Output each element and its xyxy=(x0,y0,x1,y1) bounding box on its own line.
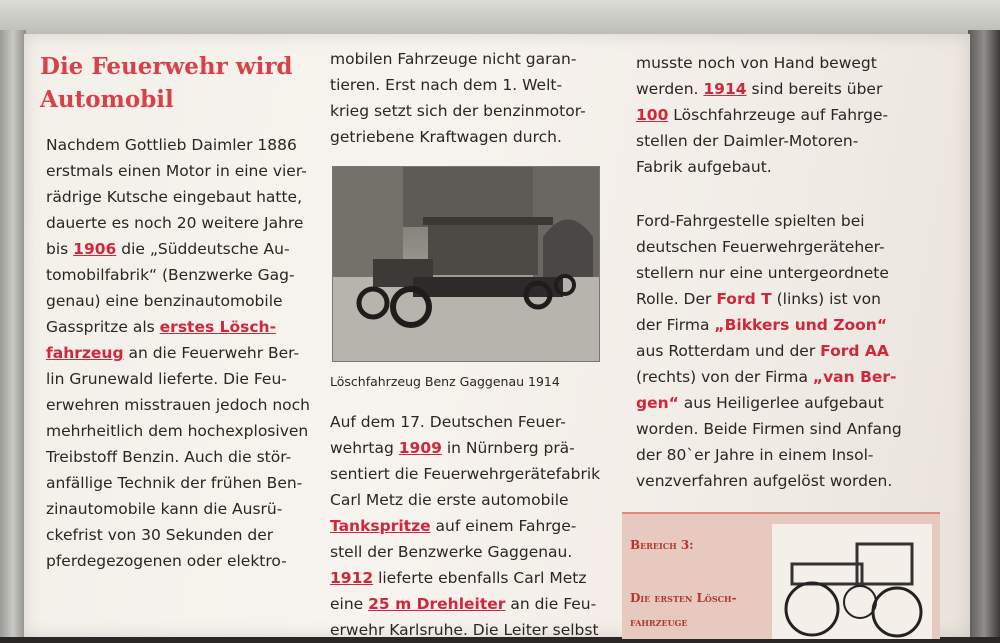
text: Ford-Fahrgestelle spielten bei deutschen Feuerwehrgeräteher- stellern nur eine untergeordnete Rolle. Der xyxy=(636,212,889,308)
carriage-illustration xyxy=(772,524,932,639)
column-1 xyxy=(40,34,316,637)
text: sind bereits über xyxy=(751,80,883,98)
column-3-top-text xyxy=(636,50,944,180)
highlight-van-bergen: „van Ber- gen“ xyxy=(636,368,897,412)
column-3-ford-text xyxy=(636,208,944,494)
text: an die Feuerwehr Ber- lin Grunewald lieferte. Die Feu- erwehren misstrauen jedoch noch mehrheitlich dem hochexplosiven Treibstoff Benzin. Auch die stör- anfällige Technik der frühen Ben- zinautomobile kann die Ausrü- ckefrist von 30 Sekunden der pferdegezogenen oder elektro- xyxy=(46,344,310,570)
column-2-bottom-text xyxy=(330,409,612,643)
highlight-ford-aa: Ford AA xyxy=(820,342,889,360)
text: musste noch von Hand bewegt werden. xyxy=(636,54,877,98)
highlight-1914: 1914 xyxy=(703,80,747,98)
text: Nachdem Gottlieb Daimler 1886 erstmals einen Motor in eine vier- rädrige Kutsche eingebaut hatte, dauerte es noch 20 weitere Jahre bis xyxy=(46,136,307,258)
text: lieferte ebenfalls Carl Metz eine xyxy=(330,569,587,613)
info-board xyxy=(24,34,970,637)
text: auf einem Fahrge- stell der Benzwerke Gaggenau. xyxy=(330,517,577,561)
highlight-ford-t: Ford T xyxy=(716,290,772,308)
board-frame-right xyxy=(968,30,1000,637)
highlight-100: 100 xyxy=(636,106,669,124)
text: (rechts) von der Firma xyxy=(636,368,808,386)
text: Löschfahrzeuge auf Fahrge- stellen der Daimler-Motoren- Fabrik aufgebaut. xyxy=(636,106,889,176)
section-label: Bereich 3: xyxy=(630,538,694,552)
highlight-erstes-loeschfahrzeug: erstes Lösch- fahrzeug xyxy=(46,318,277,362)
board-frame-left xyxy=(0,30,26,637)
highlight-tankspritze: Tankspritze xyxy=(330,517,431,535)
text: an die Feu- erwehr Karlsruhe. Die Leiter selbst xyxy=(330,595,599,639)
column-2-top-text: mobilen Fahrzeuge nicht garan- tieren. Erst nach dem 1. Welt- krieg setzt sich der benzinmotor- getriebene Kraftwagen durch. xyxy=(330,50,586,146)
section-box xyxy=(622,512,940,639)
highlight-1912: 1912 xyxy=(330,569,374,587)
text: die „Süddeutsche Au- tomobilfabrik“ (Benzwerke Gag- genau) eine benzinautomobile Gasspritze als xyxy=(46,240,295,336)
column-1-text xyxy=(46,132,316,574)
highlight-1909: 1909 xyxy=(398,439,442,457)
photo-caption: Löschfahrzeug Benz Gaggenau 1914 xyxy=(330,374,560,389)
board-frame-top xyxy=(0,0,1000,34)
text: aus Heiligerlee aufgebaut worden. Beide Firmen sind Anfang der 80`er Jahre in einem Insol- venzverfahren aufgelöst worden. xyxy=(636,394,902,490)
highlight-1906: 1906 xyxy=(73,240,117,258)
fire-truck-photo xyxy=(332,166,600,362)
text: (links) ist von der Firma xyxy=(636,290,881,334)
highlight-drehleiter: 25 m Drehleiter xyxy=(368,595,506,613)
section-title: Die ersten Lösch- fahrzeuge xyxy=(630,591,737,629)
text: aus Rotterdam und der xyxy=(636,342,816,360)
text: in Nürnberg prä- sentiert die Feuerwehrgerätefabrik Carl Metz die erste automobile xyxy=(330,439,601,509)
highlight-bikkers-und-zoon: „Bikkers und Zoon“ xyxy=(714,316,888,334)
text: Auf dem 17. Deutschen Feuer- wehrtag xyxy=(330,413,566,457)
board-title: Die Feuerwehr wird Automobil xyxy=(40,53,293,113)
